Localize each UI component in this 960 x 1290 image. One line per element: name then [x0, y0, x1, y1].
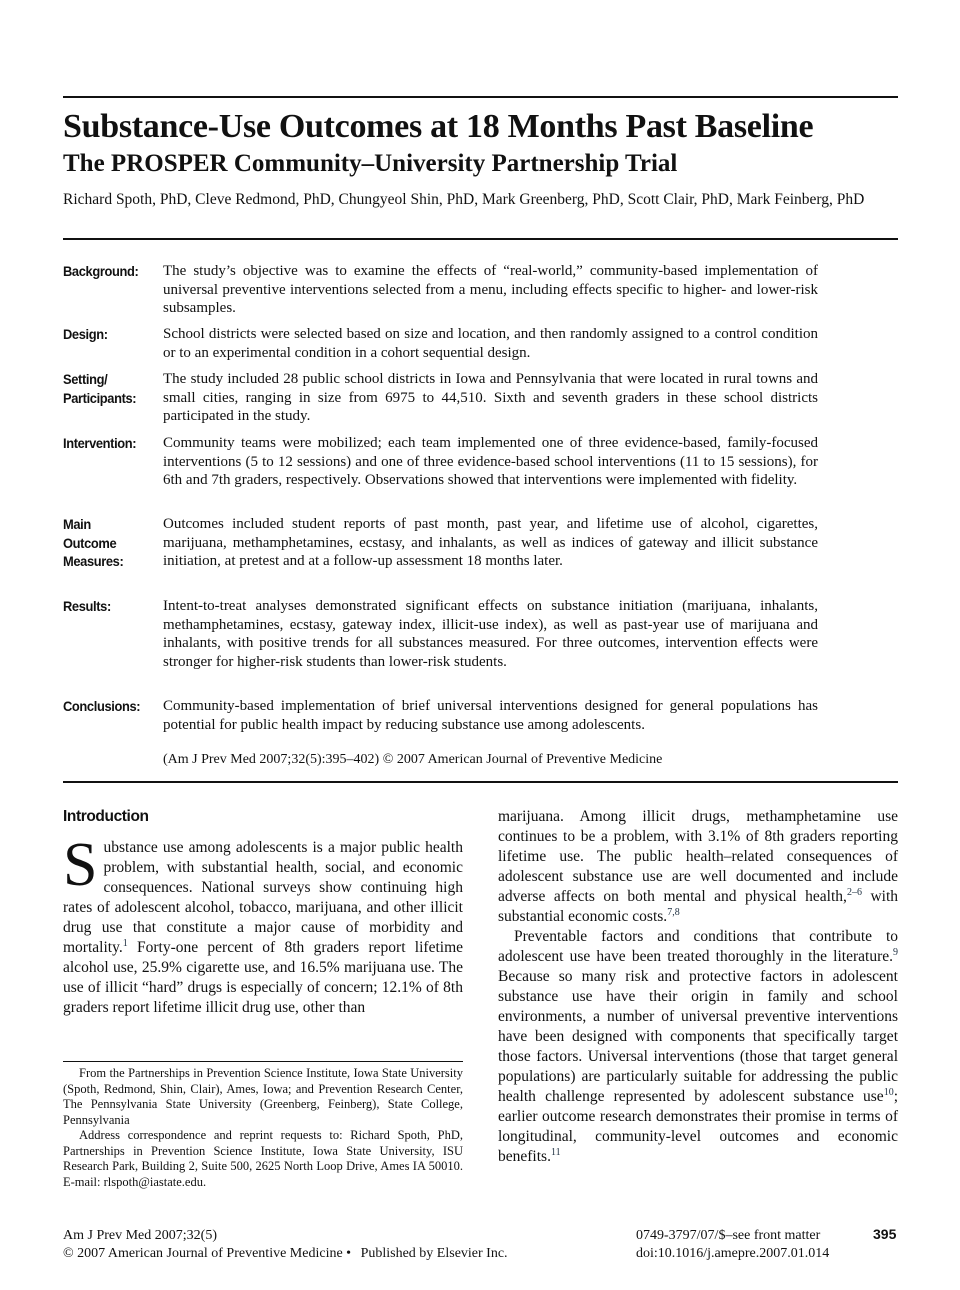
abstract-text: Intent-to-treat analyses demonstrated significant effects on substance initiation (marijuana, inhalants, methamphetamines, ecstasy, gateway index, illicit-use index), as well as past-year use of marijuana and inhalants, with positive trends for all substances measured. For three outcomes, intervention effects were stronger for higher-risk students than lower-risk students. [163, 598, 818, 670]
footnotes [63, 1066, 463, 1190]
footnote-rule [63, 1061, 463, 1062]
top-rule [63, 96, 898, 98]
drop-cap: S [63, 831, 98, 899]
citation-link[interactable]: 7,8 [667, 906, 680, 918]
paragraph-text: with substantial economic costs. [498, 888, 899, 925]
abstract-text: Outcomes included student reports of past month, past year, and lifetime use of alcohol, cigarettes, marijuana, methamphetamines, ecstasy, and inhalants, as well as indices of gateway and illicit substance initiation, at pretest and at a follow-up assessment 18 months later. [163, 516, 818, 569]
journal-reference: Am J Prev Med 2007;32(5) [63, 1228, 217, 1243]
body-column-left [63, 831, 463, 1018]
paragraph-text: Forty-one percent of 8th graders report lifetime alcohol use, 25.9% cigarette use, and 16.5% marijuana use. The use of illicit “hard” drugs is especially of concern; 12.1% of 8th graders report lifetime illicit drug use, other than [63, 939, 463, 1016]
article-subtitle: The PROSPER Community–University Partnership Trial [63, 150, 678, 177]
abstract-conclusions [63, 697, 823, 753]
abstract-text: Community teams were mobilized; each team implemented one of three evidence-based, family-focused interventions (5 to 12 sessions) and one of three evidence-based school interventions (11 to 15 sessions), for 6th and 7th graders, respectively. Observations showed that interventions were implemented with fidelity. [163, 435, 818, 488]
citation-link[interactable]: 11 [550, 1146, 561, 1158]
affiliation-note: From the Partnerships in Prevention Science Institute, Iowa State University (Spoth, Redmond, Shin, Clair), Ames, Iowa; and Prevention Research Center, The Pennsylvania State University (Greenberg, Feinberg), State College, Pennsylvania [63, 1066, 463, 1127]
paragraph-text: Preventable factors and conditions that contribute to adolescent use have been treated thoroughly in the literature. [498, 928, 898, 965]
abstract-citation: (Am J Prev Med 2007;32(5):395–402) © 2007 American Journal of Preventive Medicine [163, 752, 663, 767]
paragraph-text: marijuana. Among illicit drugs, methamphetamine use continues to be a problem, with 3.1% of 8th graders reporting lifetime use. The public health–related consequences of adolescent substance use are well documented and include adverse affects on both mental and physical health, [498, 808, 898, 905]
abstract-intervention [63, 434, 823, 510]
body-column-right [498, 807, 898, 1167]
author-list: Richard Spoth, PhD, Cleve Redmond, PhD, Chungyeol Shin, PhD, Mark Greenberg, PhD, Scott Clair, PhD, Mark Feinberg, PhD [63, 191, 865, 208]
abstract-outcomes [63, 515, 823, 595]
citation-link[interactable]: 10 [883, 1086, 894, 1098]
copyright-text: © 2007 American Journal of Preventive Medicine • [63, 1246, 352, 1261]
abstract-results [63, 597, 823, 677]
footer-copyright [63, 1245, 508, 1263]
abstract-design [63, 325, 823, 365]
header-rule [63, 238, 898, 240]
paragraph-text: Because so many risk and protective factors in adolescent substance use have their origin in family and school environments, a number of universal preventive interventions have been designed with components that specifically target those factors. Universal interventions (those that target general populations) are particularly suitable for addressing the public health challenge represented by adolescent substance use [498, 968, 898, 1105]
abstract-text: The study’s objective was to examine the effects of “real-world,” community-based implementation of universal preventive interventions selected from a menu, including effects specific to higher- and lower-risk subsamples. [163, 263, 818, 316]
section-heading: Introduction [63, 808, 149, 825]
abstract-label: Intervention: [63, 435, 137, 451]
abstract-text: Community-based implementation of brief universal interventions designed for general populations has potential for public health impact by reducing substance use among adolescents. [163, 698, 818, 733]
paragraph-text: ubstance use among adolescents is a major public health problem, with substantial health, social, and economic consequences. National surveys show continuing high rates of adolescent alcohol, tobacco, marijuana, and other illicit drug use that constitute a major cause of morbidity and mortality. [63, 839, 463, 956]
article-title: Substance-Use Outcomes at 18 Months Past Baseline [63, 108, 814, 145]
doi-link[interactable]: doi:10.1016/j.amepre.2007.01.014 [636, 1246, 830, 1261]
abstract-label: Background: [63, 263, 139, 279]
abstract-text: School districts were selected based on size and location, and then randomly assigned to a control condition or to an experimental condition in a cohort sequential design. [163, 326, 818, 361]
correspondence-note: Address correspondence and reprint requests to: Richard Spoth, PhD, Partnerships in Prevention Science Institute, Iowa State University, ISU Research Park, Building 2, Suite 500, 2625 North Loop Drive, Ames IA 50010. E-mail: rlspoth@iastate.edu. [63, 1128, 463, 1189]
abstract-label: Setting/ Participants: [63, 371, 137, 406]
citation-link[interactable]: 9 [893, 946, 898, 958]
abstract-text: The study included 28 public school districts in Iowa and Pennsylvania that were located in rural towns and small cities, ranging in size from 6975 to 44,510. Sixth and seventh graders in these school districts participated in the study. [163, 371, 818, 424]
citation-link[interactable]: 1 [122, 937, 128, 949]
abstract-setting [63, 370, 823, 430]
abstract-label: Conclusions: [63, 698, 141, 714]
publisher-text: Published by Elsevier Inc. [360, 1246, 508, 1261]
citation-link[interactable]: 2–6 [846, 886, 862, 898]
paragraph-text: ; earlier outcome research demonstrates their promise in terms of longitudinal, community-level outcomes and economic benefits. [498, 1088, 898, 1165]
abstract-label: Results: [63, 598, 111, 614]
abstract-label: Design: [63, 326, 108, 342]
issn-text: 0749-3797/07/$–see front matter [636, 1228, 821, 1243]
page-number: 395 [873, 1226, 897, 1242]
abstract-background [63, 262, 823, 322]
abstract-rule [63, 781, 898, 783]
abstract-label: Main Outcome Measures: [63, 516, 124, 569]
